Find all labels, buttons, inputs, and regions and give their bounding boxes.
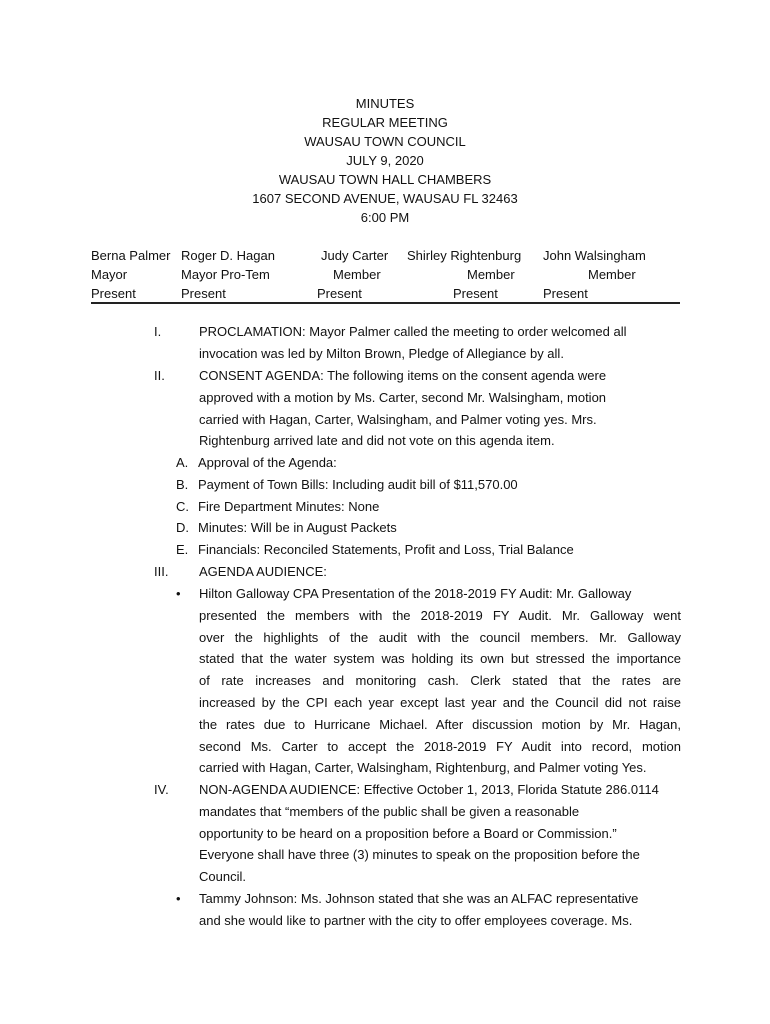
header-address: 1607 SECOND AVENUE, WAUSAU FL 32463 [252,191,518,206]
list-item-letter: C. [176,499,189,514]
section-line: Tammy Johnson: Ms. Johnson stated that she was an ALFAC representative [199,891,639,906]
attendee [91,246,170,303]
section-proclamation [199,321,681,365]
section-non-agenda-audience [199,779,681,888]
section-line: Everyone shall have three (3) minutes to speak on the proposition before the [199,847,640,863]
header-location: WAUSAU TOWN HALL CHAMBERS [278,172,492,187]
header-date: JULY 9, 2020 [346,153,424,168]
section-line: invocation was led by Milton Brown, Pledge of Allegiance by all. [199,345,564,361]
section-line: PROCLAMATION: Mayor Palmer called the meeting to order welcomed all [199,324,627,339]
list-item: Financials: Reconciled Statements, Profit and Loss, Trial Balance [198,542,574,557]
section-line: of rate increases and monitoring cash. Clerk stated that the rates are [199,673,681,689]
section-numeral: I. [154,324,162,339]
attendee-name: John Walsingham [543,248,646,263]
attendee-status: Present [453,286,498,301]
section-consent-agenda [199,365,681,452]
attendee-name: Berna Palmer [91,248,171,263]
section-line: NON-AGENDA AUDIENCE: Effective October 1, 2013, Florida Statute 286.0114 [199,782,659,797]
list-item-letter: E. [176,542,189,557]
list-item: Minutes: Will be in August Packets [198,520,397,535]
section-line: second Ms. Carter to accept the 2018-2019 FY Audit into record, motion [199,738,681,754]
section-line: Council. [199,869,246,885]
header-meeting-type: REGULAR MEETING [322,115,448,130]
section-line: approved with a motion by Ms. Carter, second Mr. Walsingham, motion [199,389,607,405]
agenda-audience-item [199,583,681,779]
non-agenda-audience-item [199,888,681,932]
header-title: MINUTES [355,96,415,111]
attendee [181,246,275,303]
attendee-status: Present [181,286,226,301]
header-body: WAUSAU TOWN COUNCIL [304,134,466,149]
attendee-title: Mayor Pro-Tem [181,267,270,282]
header-time: 6:00 PM [360,210,410,225]
section-numeral: II. [154,368,165,383]
attendee-title: Member [588,267,636,282]
section-line: stated that the water system was holding its own but stressed the importance [199,651,681,667]
section-numeral: III. [154,564,169,579]
attendee-status: Present [317,286,362,301]
section-line: carried with Hagan, Carter, Walsingham, Rightenburg, and Palmer voting Yes. [199,760,647,776]
document-header [0,94,770,227]
section-line: presented the members with the 2018-2019 FY Audit. Mr. Galloway went [199,607,681,623]
section-line: Rightenburg arrived late and did not vote on this agenda item. [199,433,555,449]
section-line: opportunity to be heard on a proposition before a Board or Commission.” [199,825,617,841]
attendee-status: Present [543,286,588,301]
list-item: Payment of Town Bills: Including audit bill of $11,570.00 [198,477,518,492]
list-item-letter: A. [176,455,189,470]
bullet-icon: • [176,891,181,906]
attendee-name: Roger D. Hagan [181,248,275,263]
attendee-title: Mayor [91,267,128,282]
section-line: over the highlights of the audit with the council members. Mr. Galloway [199,629,681,645]
list-item-letter: D. [176,520,189,535]
section-line: increased by the CPI each year except last year and the Council did not raise [199,694,681,710]
attendee [407,246,521,303]
bullet-icon: • [176,586,181,601]
attendee-name: Judy Carter [321,248,389,263]
attendee-title: Member [333,267,381,282]
section-line: Hilton Galloway CPA Presentation of the 2018-2019 FY Audit: Mr. Galloway [199,586,632,601]
section-line: mandates that “members of the public shall be given a reasonable [199,803,580,819]
attendee-title: Member [467,267,515,282]
list-item: Fire Department Minutes: None [198,499,380,514]
attendance-table [91,246,681,304]
header-divider [91,302,680,304]
list-item-letter: B. [176,477,189,492]
attendee-status: Present [91,286,136,301]
list-item: Approval of the Agenda: [198,455,337,470]
section-line: CONSENT AGENDA: The following items on the consent agenda were [199,368,607,383]
section-heading: AGENDA AUDIENCE: [199,564,327,579]
attendee-name: Shirley Rightenburg [407,248,522,263]
section-line: carried with Hagan, Carter, Walsingham, and Palmer voting yes. Mrs. [199,411,597,427]
section-line: the rates due to Hurricane Michael. After discussion motion by Mr. Hagan, [199,716,681,732]
attendee [317,246,388,303]
section-line: and she would like to partner with the city to offer employees coverage. Ms. [199,912,633,928]
section-numeral: IV. [154,782,169,797]
attendee [543,246,646,303]
